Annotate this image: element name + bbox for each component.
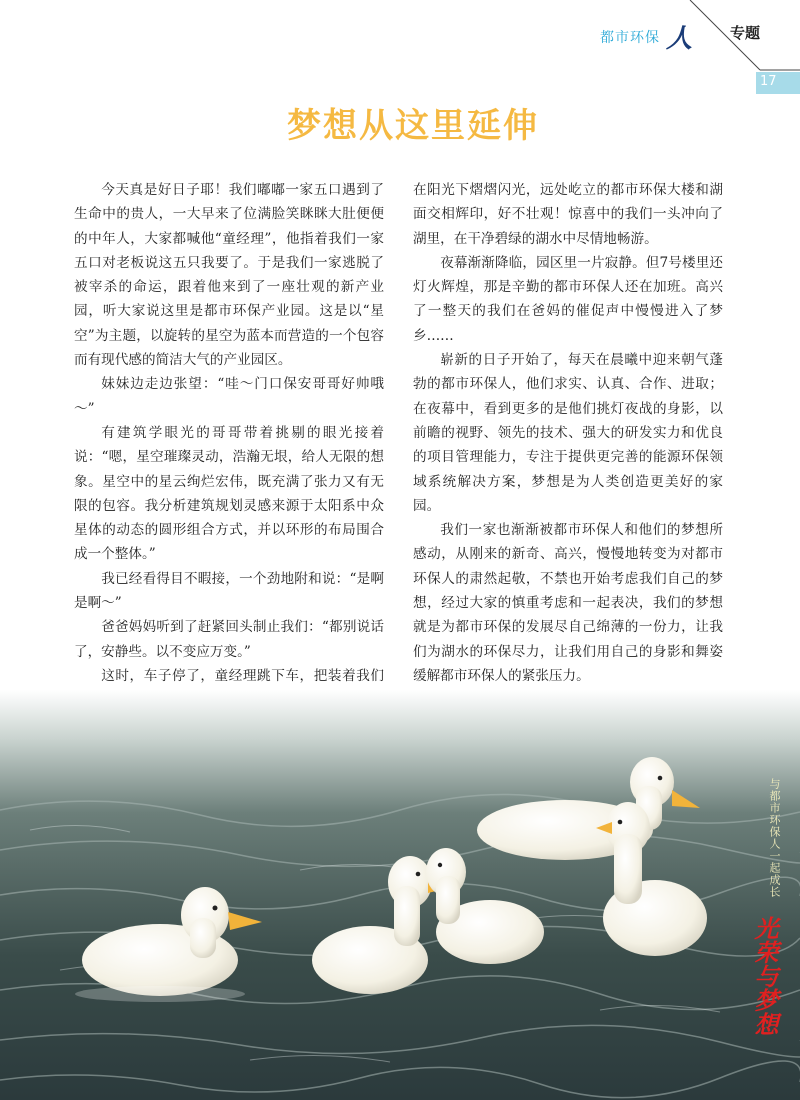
photo-side-caption: 与都市环保人一起成长 xyxy=(768,778,781,898)
article-paragraph: 有建筑学眼光的哥哥带着挑剔的眼光接着说：“嗯，星空璀璨灵动，浩瀚无垠，给人无限的想象。星空中的星云绚烂宏伟，既充满了张力又有无限的包容。我分析建筑规划灵感来源于太阳系中众星体的动态的圆形组合方式，并以环形的布局围合成一个整体。” xyxy=(74,424,384,563)
masthead-text: 都市环保 xyxy=(600,29,660,46)
ducklings-photo xyxy=(0,690,800,1100)
ducklings-illustration xyxy=(0,690,800,1100)
photo-calligraphy: 光荣与梦想 xyxy=(750,916,779,1036)
masthead-logo: 人 xyxy=(666,24,693,54)
article-paragraph: 我们一家也渐渐被都市环保人和他们的梦想所感动，从刚来的新奇、高兴，慢慢地转变为对都市环保人的肃然起敬，不禁也开始考虑我们自己的梦想，经过大家的慎重考虑和一起表决，我们的梦想就是为都市环保的发展尽自己绵薄的一份力，让我们为湖水的环保尽力，让我们用自己的身影和舞姿缓解都市环保人的紧张压力。 xyxy=(413,522,723,684)
page-number: 17 xyxy=(760,74,777,89)
article-paragraph: 夜幕渐渐降临，园区里一片寂静。但7号楼里还灯火辉煌，那是辛勤的都市环保人还在加班。高兴了一整天的我们在爸妈的催促声中慢慢进入了梦乡…… xyxy=(413,254,723,344)
article-paragraph: 爸爸妈妈听到了赶紧回头制止我们：“都别说话了，安静些。以不变应万变。” xyxy=(74,619,384,660)
article-paragraph: 在阳光下熠熠闪光，远处屹立的都市环保大楼和湖面交相辉印，好不壮观！惊喜中的我们一头冲向了湖里，在干净碧绿的湖水中尽情地畅游。 xyxy=(413,182,723,247)
section-label: 专题 xyxy=(730,24,761,42)
page-header xyxy=(0,0,800,100)
article-paragraph: 我已经看得目不暇接，一个劲地附和说：“是啊是啊～” xyxy=(74,570,384,612)
article-paragraph: 崭新的日子开始了，每天在晨曦中迎来朝气蓬勃的都市环保人，他们求实、认真、合作、进取；在夜幕中，看到更多的是他们挑灯夜战的身影，以前瞻的视野、领先的技术、强大的研发实力和优良的项目管理能力，专注于提供更完善的能源环保领域系统解决方案，梦想是为人类创造更美好的家园。 xyxy=(413,352,723,514)
article-paragraph: 这时，车子停了，童经理跳下车，把装着我们 xyxy=(101,667,384,684)
article-title: 梦想从这里延伸 xyxy=(287,106,539,146)
article-paragraph: 妹妹边走边张望：“哇～门口保安哥哥好帅哦～” xyxy=(74,376,384,417)
masthead xyxy=(600,18,692,55)
article-paragraph: 今天真是好日子耶！我们嘟嘟一家五口遇到了生命中的贵人，一大早来了位满脸笑眯眯大肚便便的中年人，大家都喊他“童经理”，他指着我们一家五口对老板说这五只我要了。于是我们一家逃脱了被宰杀的命运，跟着他来到了一座壮观的新产业园，听大家说这里是都市环保产业园。这是以“星空”为主题，以旋转的星空为蓝本而营造的一个包容而有现代感的简洁大气的产业园区。 xyxy=(74,182,384,369)
